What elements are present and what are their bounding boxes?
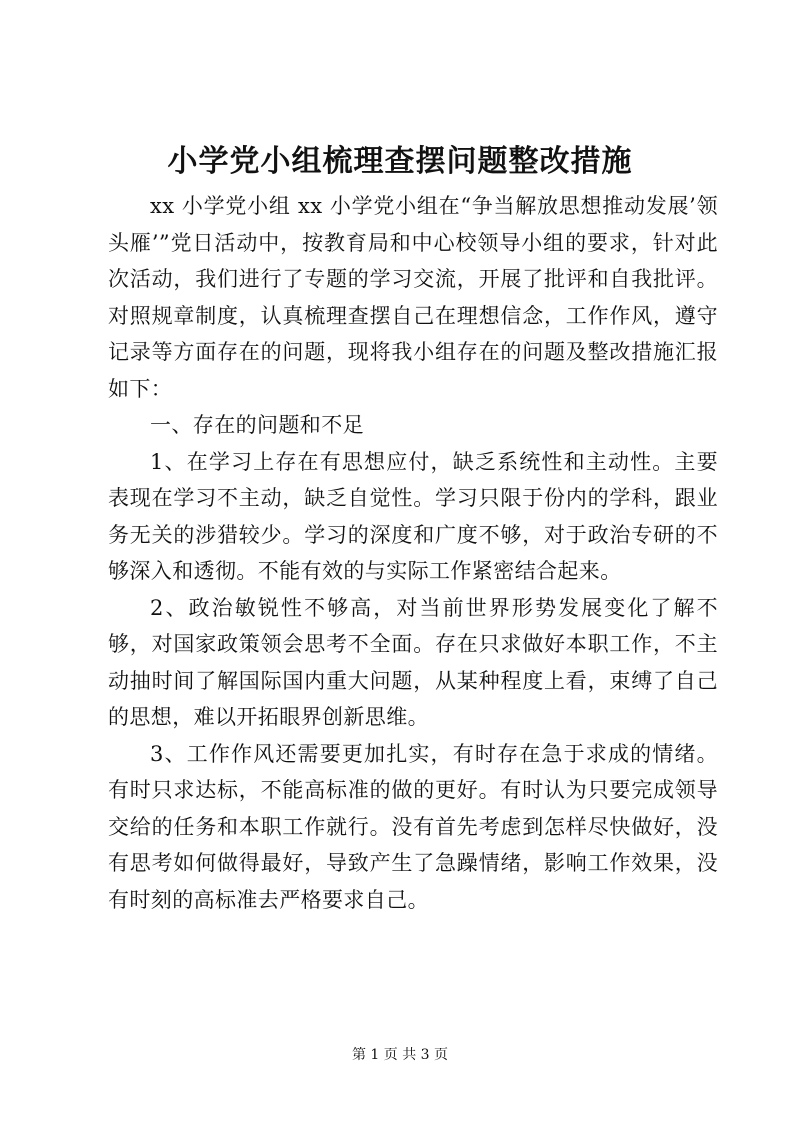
section-heading: 一、存在的问题和不足 — [150, 413, 364, 437]
document-title: 小学党小组梳理查摆问题整改措施 — [167, 144, 633, 179]
page-number-footer: 第 1 页 共 3 页 — [351, 1047, 449, 1063]
paragraph-issue-2: 2、政治敏锐性不够高，对当前世界形势发展变化了解不够，对国家政策领会思考不全面。存在只求做好本职工作，不主动抽时间了解国际国内重大问题，从某种程度上看，束缚了自己的思想，难以开拓眼界创新思维。 — [108, 595, 718, 729]
paragraph-issue-3: 3、工作作风还需要更加扎实，有时存在急于求成的情绪。有时只求达标，不能高标准的做的更好。有时认为只要完成领导交给的任务和本职工作就行。没有首先考虑到怎样尽快做好，没有思考如何做得最好，导致产生了急躁情绪，影响工作效果，没有时刻的高标准去严格要求自己。 — [108, 741, 718, 912]
paragraph-intro: xx 小学党小组 xx 小学党小组在“争当解放思想推动发展’领头雁’”党日活动中，按教育局和中心校领导小组的要求，针对此次活动，我们进行了专题的学习交流，开展了批评和自我批评。对照规章制度，认真梳理查摆自己在理想信念，工作作风，遵守记录等方面存在的问题，现将我小组存在的问题及整改措施汇报如下： — [108, 194, 718, 401]
document-body — [108, 188, 718, 918]
paragraph-issue-1: 1、在学习上存在有思想应付，缺乏系统性和主动性。主要表现在学习不主动，缺乏自觉性。学习只限于份内的学科，跟业务无关的涉猎较少。学习的深度和广度不够，对于政治专研的不够深入和透彻。不能有效的与实际工作紧密结合起来。 — [108, 449, 718, 583]
